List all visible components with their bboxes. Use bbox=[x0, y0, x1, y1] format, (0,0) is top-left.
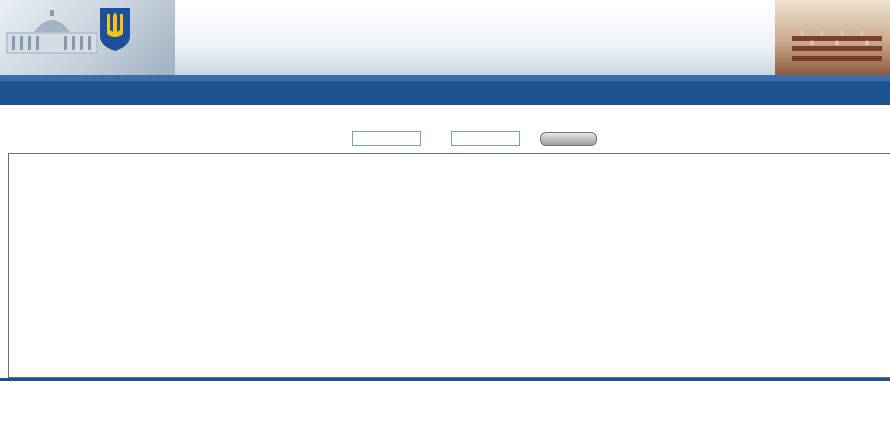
date-from-input[interactable] bbox=[352, 131, 421, 146]
coat-of-arms-icon bbox=[98, 6, 132, 52]
parliament-building-icon bbox=[6, 8, 98, 56]
show-button[interactable] bbox=[540, 132, 597, 146]
header-left-banner bbox=[0, 0, 175, 75]
site-header bbox=[0, 0, 890, 75]
date-filter bbox=[0, 131, 890, 147]
votes-table-container[interactable] bbox=[8, 153, 890, 378]
session-hall-icon bbox=[792, 30, 882, 66]
deputy-name bbox=[0, 81, 890, 105]
site-footer bbox=[0, 378, 890, 422]
date-to-input[interactable] bbox=[451, 131, 520, 146]
header-right-banner bbox=[775, 0, 890, 75]
